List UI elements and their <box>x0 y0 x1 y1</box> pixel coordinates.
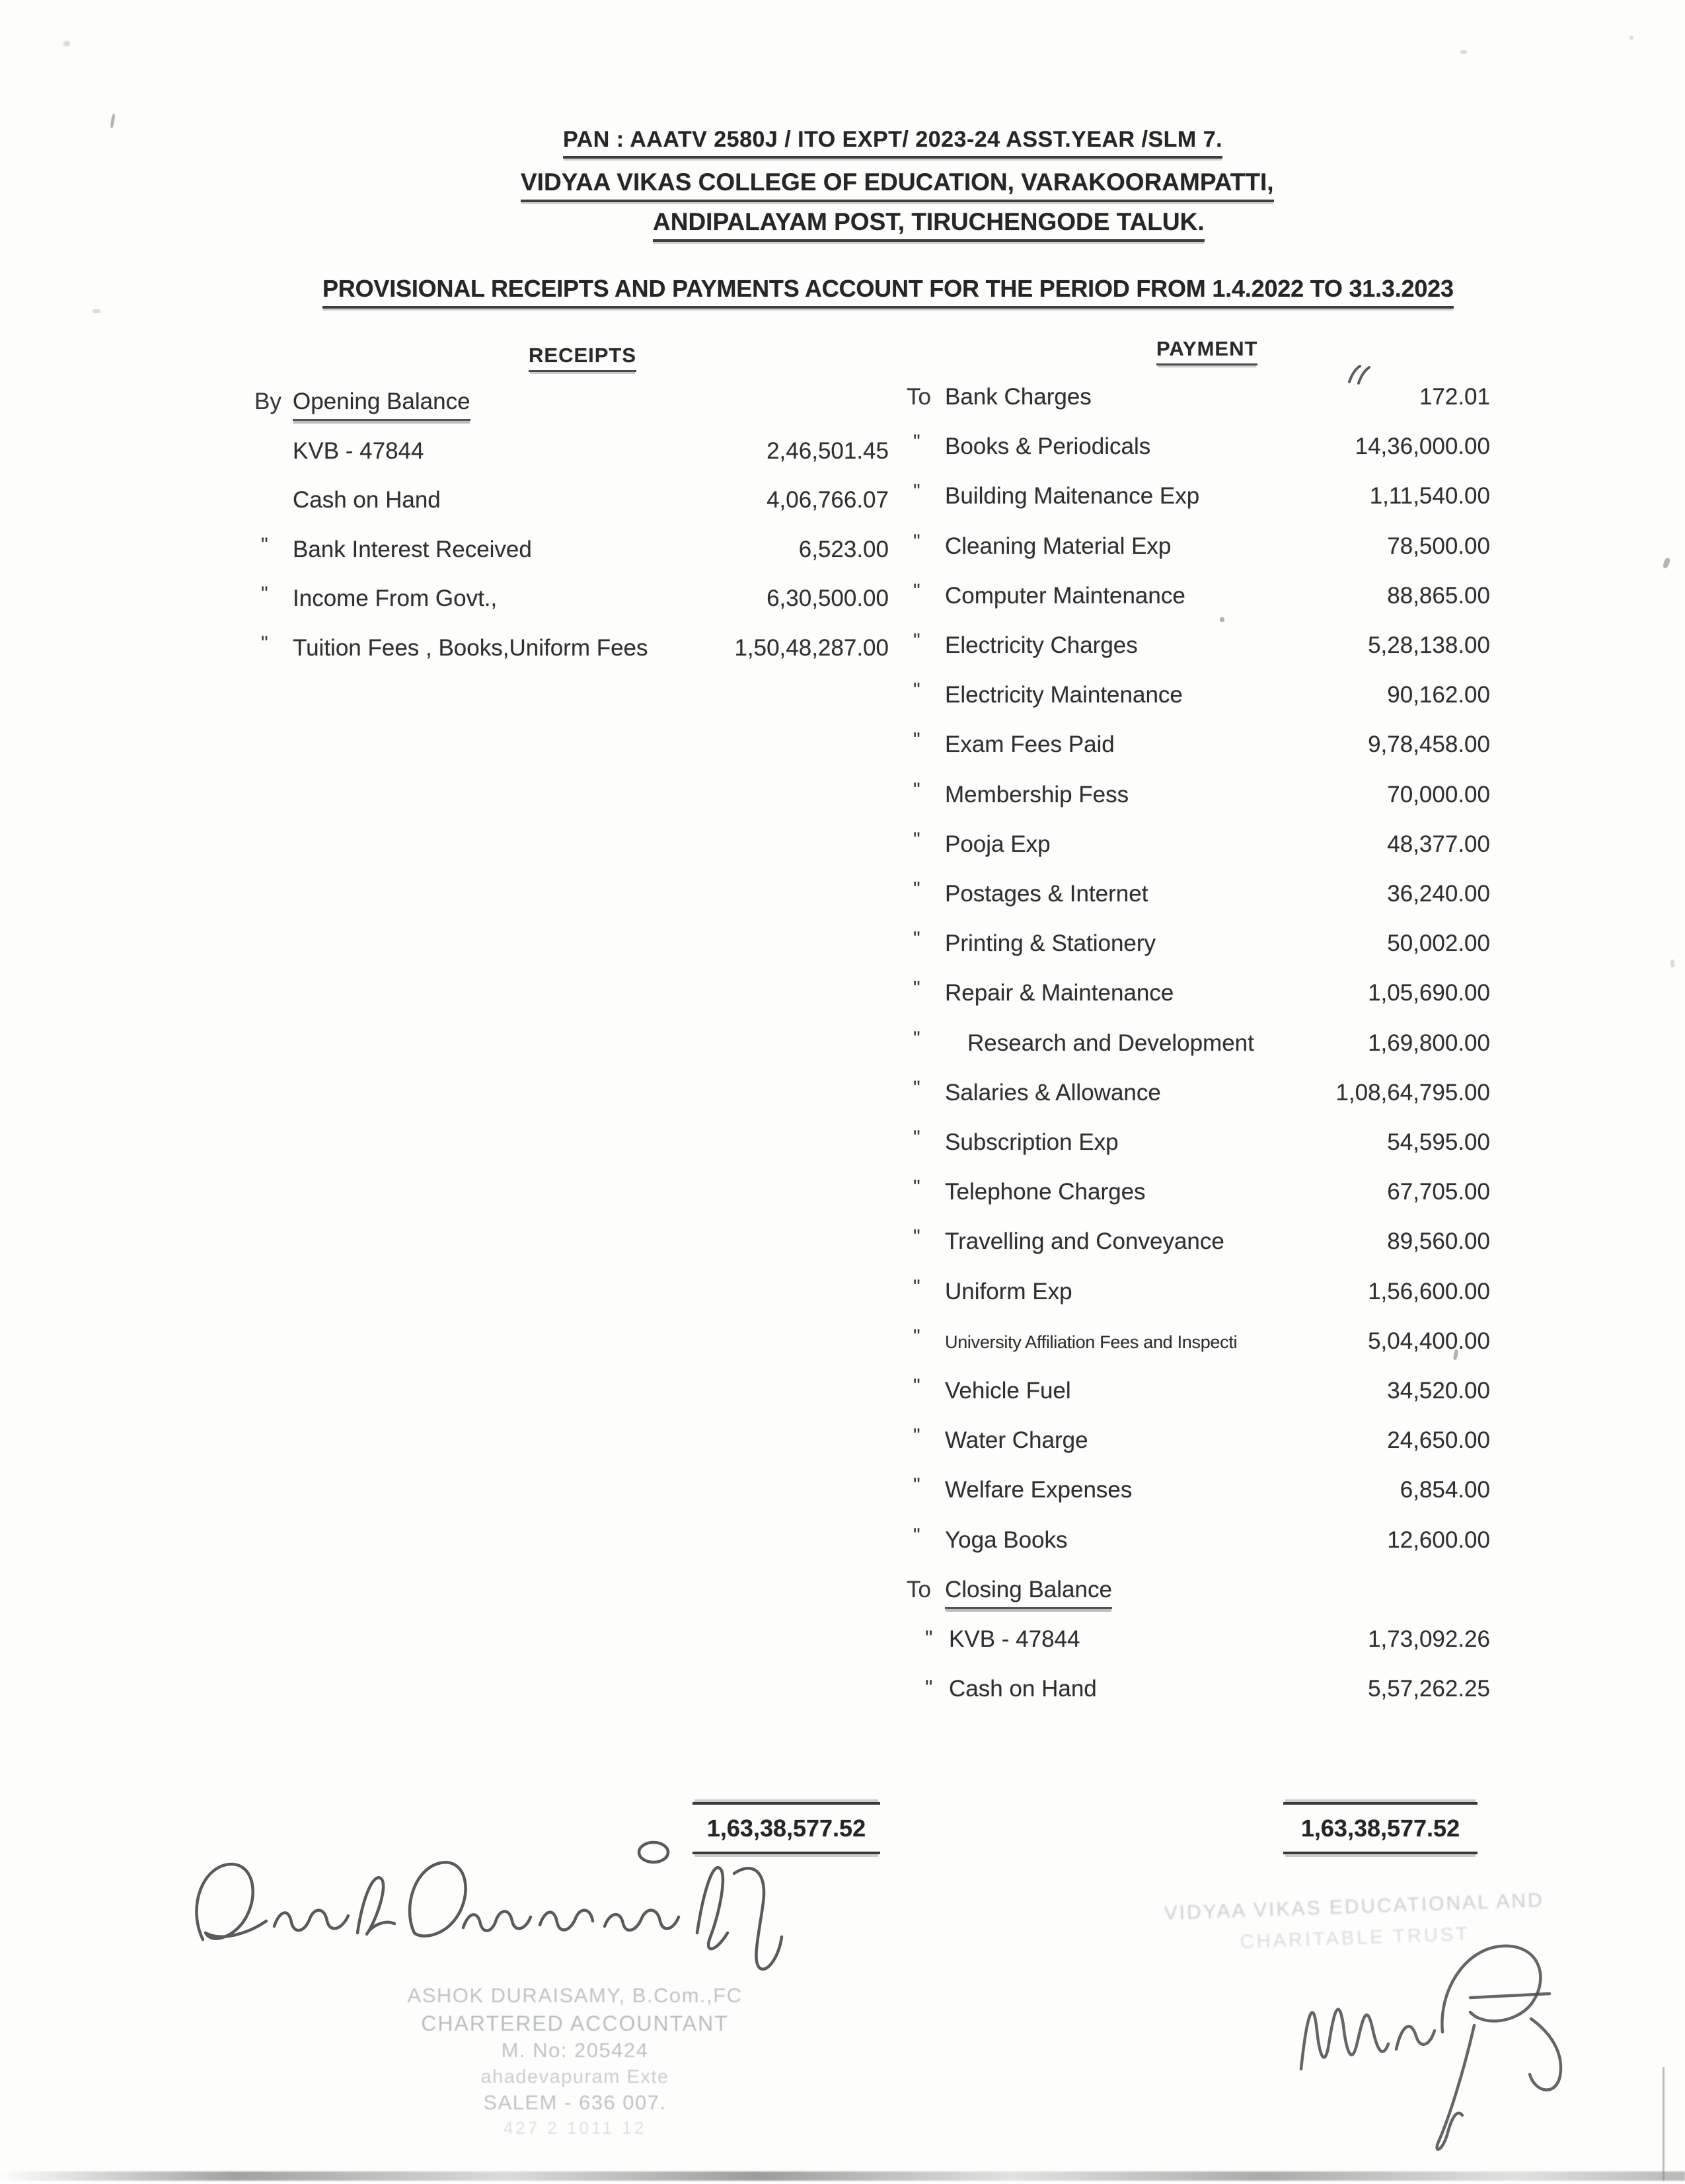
row-prefix: " <box>261 632 268 654</box>
row-prefix: " <box>913 1474 920 1496</box>
row-prefix: " <box>913 1425 920 1447</box>
ca-stamp-phone: 427 2 1011 12 <box>503 2118 647 2138</box>
ledger-row <box>907 1129 1490 1166</box>
row-value: 4,06,766.07 <box>767 487 889 513</box>
row-prefix: " <box>913 1276 920 1298</box>
row-prefix: " <box>261 583 268 605</box>
row-label: Income From Govt., <box>293 585 498 611</box>
ledger-row <box>907 878 1490 918</box>
row-label: Printing & Stationery <box>945 930 1156 956</box>
row-prefix: " <box>925 1626 933 1650</box>
row-label: Building Maitenance Exp <box>945 483 1200 509</box>
row-value: 1,69,800.00 <box>1368 1030 1490 1056</box>
ledger-row <box>907 1626 1490 1663</box>
row-value: 5,04,400.00 <box>1368 1328 1490 1354</box>
ledger-row <box>907 1474 1490 1514</box>
row-label: Bank Charges <box>945 384 1092 410</box>
row-prefix: " <box>913 1326 920 1347</box>
row-value: 1,73,092.26 <box>1368 1626 1490 1652</box>
ledger-row <box>907 1375 1490 1415</box>
ledger-row <box>907 533 1490 570</box>
scan-speck <box>1460 50 1467 54</box>
row-label: Cash on Hand <box>949 1676 1097 1702</box>
ledger-row <box>907 384 1490 421</box>
row-value: 24,650.00 <box>1387 1427 1490 1453</box>
row-prefix: " <box>913 1127 920 1148</box>
ledger-row <box>907 632 1490 669</box>
row-label: Computer Maintenance <box>945 583 1185 609</box>
authority-signature <box>1272 1920 1616 2184</box>
ledger-row <box>907 480 1490 520</box>
row-label: Research and Development <box>967 1030 1254 1056</box>
row-label: KVB - 47844 <box>293 438 424 464</box>
row-value: 6,523.00 <box>798 537 889 562</box>
row-label: Bank Interest Received <box>293 537 532 562</box>
row-value: 36,240.00 <box>1387 881 1490 907</box>
row-prefix: " <box>925 1676 933 1700</box>
ledger-row <box>907 1077 1490 1117</box>
scan-speck <box>1670 960 1674 967</box>
row-value: 172.01 <box>1419 384 1490 410</box>
row-value: 2,46,501.45 <box>767 438 889 464</box>
handwritten-tick-mark <box>1344 365 1373 386</box>
row-value: 70,000.00 <box>1387 782 1490 808</box>
row-prefix: " <box>913 580 920 602</box>
row-label: Pooja Exp <box>945 831 1051 857</box>
row-label: Electricity Charges <box>945 632 1138 658</box>
row-value: 5,57,262.25 <box>1368 1676 1490 1702</box>
row-prefix: To <box>907 1577 931 1602</box>
row-prefix: " <box>913 977 920 999</box>
pan-line: PAN : AAATV 2580J / ITO EXPT/ 2023-24 ASST.YEAR /SLM 7. <box>563 127 1222 159</box>
row-value: 1,11,540.00 <box>1369 483 1490 509</box>
statement-title: PROVISIONAL RECEIPTS AND PAYMENTS ACCOUNT FOR THE PERIOD FROM 1.4.2022 TO 31.3.2023 <box>322 275 1454 309</box>
row-prefix: " <box>913 531 920 552</box>
row-prefix: " <box>913 928 920 950</box>
row-label: University Affiliation Fees and Inspecti <box>945 1332 1238 1352</box>
row-label: Membership Fess <box>945 782 1129 808</box>
auditor-signature <box>175 1834 849 1986</box>
row-value: 12,600.00 <box>1387 1527 1490 1553</box>
scan-speck <box>1663 557 1671 569</box>
ca-stamp-designation: CHARTERED ACCOUNTANT <box>421 2011 729 2035</box>
ledger-row <box>907 1527 1490 1564</box>
row-prefix: " <box>913 1226 920 1248</box>
row-label: Closing Balance <box>945 1577 1112 1609</box>
row-value: 90,162.00 <box>1387 682 1490 708</box>
row-label: Telephone Charges <box>945 1179 1146 1205</box>
org-name-line2: ANDIPALAYAM POST, TIRUCHENGODE TALUK. <box>653 208 1205 242</box>
row-label: Yoga Books <box>945 1527 1068 1553</box>
ledger-row <box>907 831 1490 868</box>
row-label: Travelling and Conveyance <box>945 1228 1224 1254</box>
row-value: 78,500.00 <box>1387 533 1490 559</box>
row-label: Salaries & Allowance <box>945 1080 1161 1106</box>
row-value: 9,78,458.00 <box>1368 732 1490 757</box>
ledger-row <box>907 930 1490 967</box>
row-prefix: " <box>913 431 920 453</box>
row-label: Vehicle Fuel <box>945 1378 1071 1404</box>
row-label: KVB - 47844 <box>949 1626 1080 1652</box>
scan-speck <box>93 309 100 313</box>
ledger-row <box>907 1176 1490 1216</box>
row-prefix: " <box>261 534 268 556</box>
row-label: Uniform Exp <box>945 1279 1072 1304</box>
ledger-row <box>254 534 889 574</box>
ledger-row <box>907 779 1490 819</box>
row-label: Subscription Exp <box>945 1129 1119 1155</box>
receipts-total: 1,63,38,577.52 <box>693 1802 880 1854</box>
row-value: 14,36,000.00 <box>1355 433 1490 459</box>
ledger-row <box>907 1427 1490 1464</box>
ledger-row <box>907 729 1490 769</box>
row-prefix: " <box>913 1176 920 1198</box>
row-value: 88,865.00 <box>1387 583 1490 609</box>
row-label: Postages & Internet <box>945 881 1148 907</box>
trust-stamp-line1: VIDYAA VIKAS EDUCATIONAL AND <box>1164 1889 1545 1925</box>
row-label: Cash on Hand <box>293 487 441 513</box>
ledger-row <box>907 1676 1490 1713</box>
scan-speck <box>1629 36 1633 40</box>
ledger-row <box>907 1228 1490 1265</box>
row-value: 1,05,690.00 <box>1368 980 1490 1006</box>
row-prefix: " <box>913 779 920 801</box>
ledger-row <box>254 487 889 524</box>
row-label: Opening Balance <box>293 389 470 421</box>
row-label: Exam Fees Paid <box>945 732 1115 757</box>
row-label: Welfare Expenses <box>945 1477 1133 1503</box>
row-value: 54,595.00 <box>1387 1129 1490 1155</box>
ledger-row <box>254 632 889 672</box>
ledger-row <box>254 438 889 475</box>
receipts-column-header: RECEIPTS <box>529 344 636 372</box>
ca-stamp-address1: ahadevapuram Exte <box>480 2066 669 2088</box>
row-value: 1,08,64,795.00 <box>1335 1080 1490 1106</box>
row-value: 50,002.00 <box>1387 930 1490 956</box>
row-label: Repair & Maintenance <box>945 980 1174 1006</box>
ledger-row <box>907 977 1490 1017</box>
ledger-row <box>907 1328 1490 1365</box>
ledger-row <box>907 1030 1490 1067</box>
row-value: 34,520.00 <box>1387 1378 1490 1404</box>
ca-stamp-address2: SALEM - 636 007. <box>483 2091 667 2115</box>
scan-edge-line <box>1663 2067 1665 2181</box>
row-prefix: " <box>913 878 920 900</box>
row-value: 6,30,500.00 <box>767 585 889 611</box>
scan-speck <box>1220 617 1224 622</box>
payments-total: 1,63,38,577.52 <box>1283 1802 1478 1854</box>
trust-stamp-line2: CHARITABLE TRUST <box>1240 1923 1471 1953</box>
ledger-row <box>907 1276 1490 1316</box>
row-label: Water Charge <box>945 1427 1088 1453</box>
row-value: 1,50,48,287.00 <box>734 635 889 661</box>
row-prefix: " <box>913 1028 920 1049</box>
scan-edge-streak <box>0 2171 1685 2181</box>
org-name-line1: VIDYAA VIKAS COLLEGE OF EDUCATION, VARAKOORAMPATTI, <box>521 169 1274 202</box>
row-value: 6,854.00 <box>1400 1477 1490 1503</box>
row-label: Cleaning Material Exp <box>945 533 1172 559</box>
row-value: 89,560.00 <box>1387 1228 1490 1254</box>
row-prefix: " <box>913 729 920 751</box>
row-label: Electricity Maintenance <box>945 682 1183 708</box>
row-prefix: " <box>913 829 920 850</box>
ca-stamp-membership-no: M. No: 205424 <box>501 2039 649 2062</box>
row-value: 48,377.00 <box>1387 831 1490 857</box>
ledger-row <box>907 679 1490 719</box>
row-value: 1,56,600.00 <box>1368 1279 1490 1304</box>
ledger-row <box>907 580 1490 620</box>
scan-speck <box>63 41 70 46</box>
ledger-row <box>907 433 1490 471</box>
row-label: Tuition Fees , Books,Uniform Fees <box>293 635 648 661</box>
row-prefix: " <box>913 1525 920 1546</box>
chartered-accountant-stamp <box>357 1982 793 2140</box>
ledger-row <box>907 1577 1490 1614</box>
row-value: 67,705.00 <box>1387 1179 1490 1205</box>
row-prefix: " <box>913 480 920 502</box>
scan-speck <box>110 114 116 129</box>
payments-column-header: PAYMENT <box>1156 337 1257 365</box>
row-prefix: " <box>913 630 920 652</box>
row-prefix: " <box>913 679 920 701</box>
ca-stamp-name: ASHOK DURAISAMY, B.Com.,FC <box>407 1984 743 2007</box>
row-prefix: By <box>254 389 281 414</box>
row-value: 5,28,138.00 <box>1368 632 1490 658</box>
ledger-row <box>254 389 889 426</box>
row-prefix: " <box>913 1077 920 1099</box>
row-prefix: To <box>907 384 931 410</box>
row-prefix: " <box>913 1375 920 1397</box>
ledger-row <box>254 585 889 622</box>
row-label: Books & Periodicals <box>945 433 1151 459</box>
